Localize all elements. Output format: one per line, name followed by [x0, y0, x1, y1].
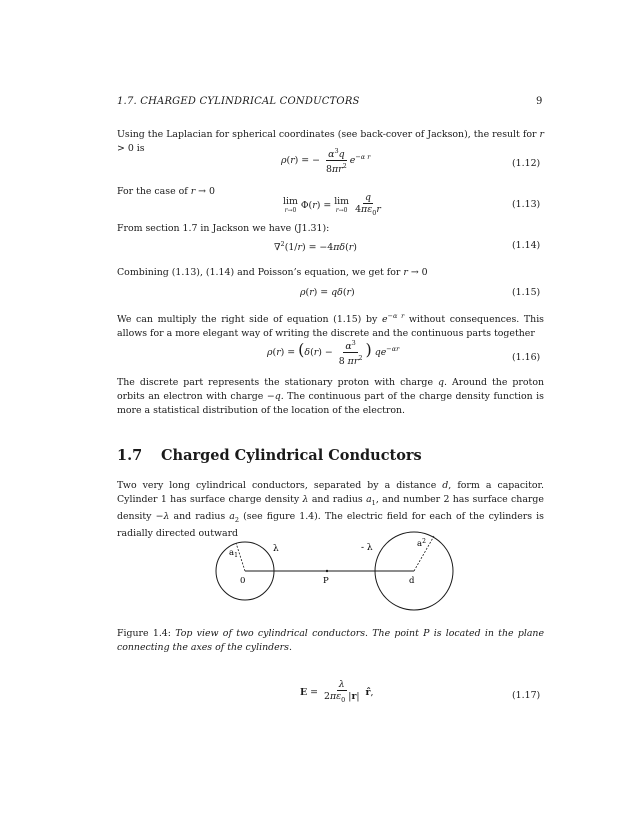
label-a1: $a_1$ — [229, 548, 238, 559]
figure-caption — [117, 627, 544, 655]
paragraph-jackson-section: From section 1.7 in Jackson we have (J1.31): — [117, 223, 330, 234]
page-number: 9 — [536, 96, 543, 107]
equation-1-16: ρ(r) = (δ(r) − $\frac{\alpha^3}{8 \pi r^2}$ ) $qe^{-\alpha r}$ — [267, 339, 400, 368]
paragraph-multiply: We can multiply the right side of equation (1.15) by $e^{-\alpha r}$ without consequences. This allows for a more elegant way of writing the discrete and the continuous parts together — [117, 312, 544, 340]
equation-number-1-15: (1.15) — [512, 287, 541, 298]
paragraph-limit-case: For the case of r → 0 — [117, 186, 215, 197]
equation-1-14: ∇$^2$(1/r) = −4πδ(r) — [274, 240, 357, 254]
label-p: P — [323, 576, 329, 586]
label-lambda: λ — [273, 544, 279, 554]
equation-number-1-14: (1.14) — [512, 240, 541, 251]
label-d: d — [409, 576, 415, 586]
label-a2: $a^2$ — [417, 538, 426, 549]
equation-number-1-17: (1.17) — [512, 690, 541, 701]
equation-1-13: lim r→0 Φ(r) = lim r→0 $\frac{q}{4\pi\varepsilon_0r}$ — [283, 192, 381, 217]
caption-text: Top view of two cylindrical conductors. The point P is located in the plane connecting the axes of the cylinders. — [117, 628, 544, 653]
label-origin: 0 — [240, 576, 246, 586]
caption-label: Figure 1.4: — [117, 628, 171, 639]
equation-number-1-13: (1.13) — [512, 199, 541, 210]
equation-number-1-16: (1.16) — [512, 352, 541, 363]
paragraph-laplacian: Using the Laplacian for spherical coordinates (see back-cover of Jackson), the result for r > 0 is — [117, 129, 544, 154]
equation-number-1-12: (1.12) — [512, 158, 541, 169]
paragraph-discrete-part: The discrete part represents the stationary proton with charge q. Around the proton orbits an electron with charge −q. The continuous part of the charge density function is more a statistical distribution of the location of the electron. — [117, 377, 544, 416]
equation-1-12: ρ(r) = − $\frac{\alpha^3q}{8\pi r^2}$ $e^{-\alpha r}$ — [281, 147, 371, 176]
label-neg-lambda: - λ — [361, 543, 373, 553]
equation-1-15: ρ(r) = qδ(r) — [300, 287, 355, 298]
paragraph-combining: Combining (1.13), (1.14) and Poisson’s equation, we get for r → 0 — [117, 267, 428, 278]
section-title: Charged Cylindrical Conductors — [161, 447, 422, 464]
equation-1-17: E = $\frac{\lambda}{2\pi\varepsilon_0 |r|}$ r̂, — [300, 679, 374, 704]
running-title: 1.7. CHARGED CYLINDRICAL CONDUCTORS — [117, 96, 360, 107]
paragraph-cylinders: Two very long cylindrical conductors, separated by a distance d, form a capacitor. Cylinder 1 has surface charge density λ and radius $a_1$, and number 2 has surface charge density −λ and radius $a_2$ (see figure 1.4). The electric field for each of the cylinders is radially directed outward — [117, 480, 544, 539]
section-number: 1.7 — [117, 447, 143, 464]
point-p-marker — [326, 570, 328, 572]
